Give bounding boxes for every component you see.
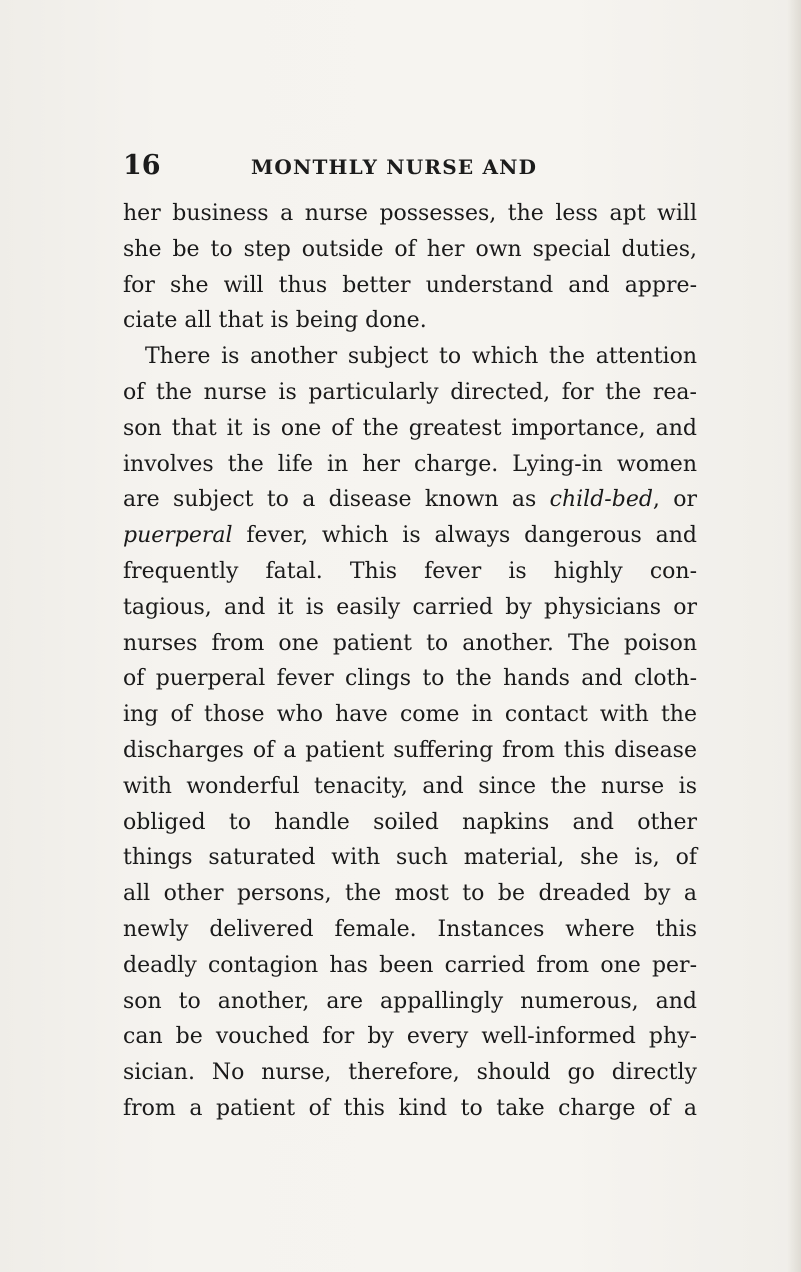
text-line: she be to step outside of her own special duties, [123, 236, 697, 262]
italic-term: child-bed [549, 487, 653, 513]
text-line: are subject to a disease known as child-bed, or [123, 487, 697, 513]
text-line: of the nurse is particularly directed, for the rea- [123, 379, 697, 405]
page-number: 16 [123, 150, 161, 181]
text-line: her business a nurse possesses, the less apt will [123, 201, 697, 226]
running-head: MONTHLY NURSE AND [251, 155, 538, 179]
text-line: nurses from one patient to another. The poison [123, 630, 697, 656]
text-line: There is another subject to which the attention [145, 344, 697, 370]
text-line: can be vouched for by every well-informed phy- [123, 1024, 697, 1050]
italic-term: puerperal [123, 523, 233, 549]
text-line: frequently fatal. This fever is highly con- [123, 558, 697, 584]
text-line: all other persons, the most to be dreaded by a [123, 881, 697, 907]
text-line: obliged to handle soiled napkins and other [123, 809, 697, 835]
text-line: son to another, are appallingly numerous, and [123, 988, 697, 1014]
text-line: from a patient of this kind to take charge of a [123, 1095, 697, 1121]
text-line: involves the life in her charge. Lying-in women [123, 451, 697, 477]
text-line: newly delivered female. Instances where this [123, 916, 697, 942]
text-line: ing of those who have come in contact with the [123, 702, 697, 728]
text-line: for she will thus better understand and appre- [123, 272, 697, 298]
page-edge-shadow [787, 0, 801, 1272]
text-line: things saturated with such material, she is, of [123, 845, 697, 871]
text-line: sician. No nurse, therefore, should go directly [123, 1060, 697, 1086]
body-text [123, 196, 697, 1127]
text-line: son that it is one of the greatest importance, and [123, 415, 697, 441]
text-line: puerperal fever, which is always dangerous and [123, 523, 697, 549]
page-header [123, 148, 683, 188]
text-line: ciate all that is being done. [123, 308, 427, 334]
text-line: tagious, and it is easily carried by physicians or [123, 594, 697, 620]
text-line: with wonderful tenacity, and since the nurse is [123, 773, 697, 799]
text-line: deadly contagion has been carried from one per- [123, 952, 697, 978]
text-line: of puerperal fever clings to the hands and cloth- [123, 666, 697, 692]
text-line: discharges of a patient suffering from this disease [123, 737, 697, 763]
